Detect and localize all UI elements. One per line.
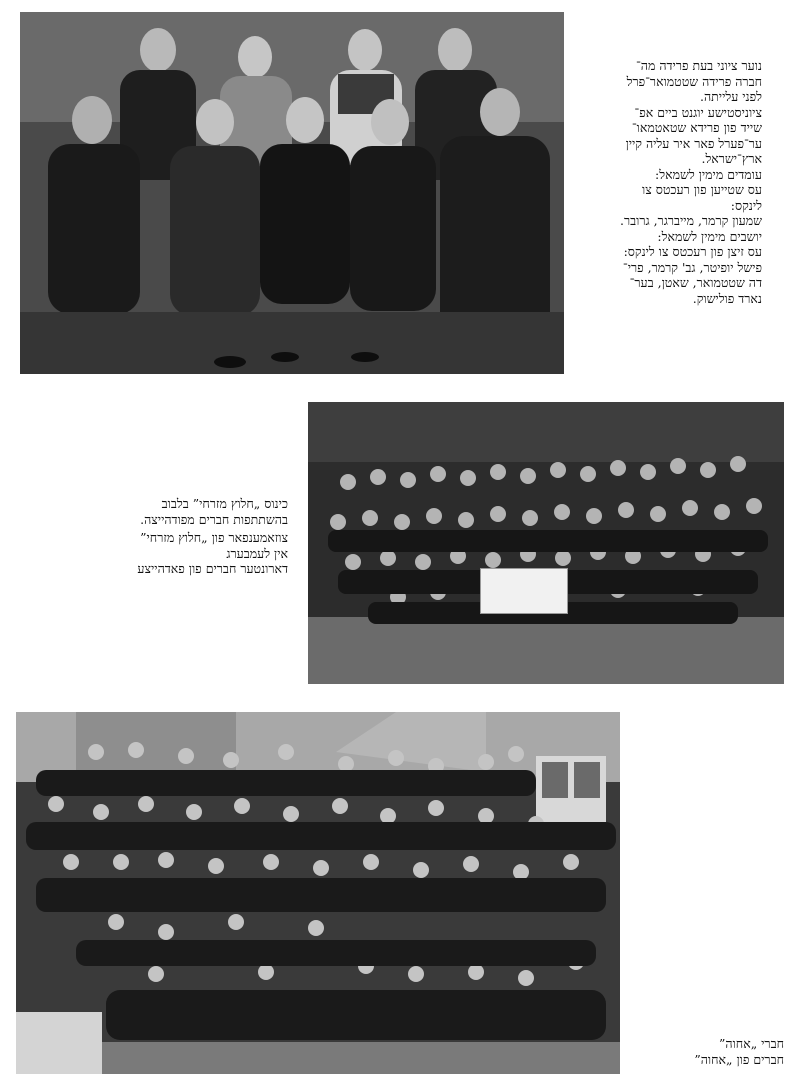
- caption-line: בהשתתפות חברים מפודהייצה.: [140, 511, 288, 527]
- caption-line: שמעון קרמר, מייברגר, גרובר.: [620, 213, 762, 228]
- caption-line: לינקס:: [730, 197, 762, 213]
- caption-line: צוזאמענפאר פון „חלוץ מזרחי”: [140, 530, 288, 545]
- caption-line: שייד פון פרידא שטאטמאו־: [631, 120, 762, 135]
- caption-line: עס זיצן פון רעכטס צו לינקס:: [623, 244, 762, 259]
- caption-line: ער־פערל פאר איר עליה קיין: [625, 135, 762, 151]
- caption-line: חברים פון „אחוה”: [694, 1051, 784, 1067]
- caption-line: דארונטער חברים פון פאדהייצע: [137, 561, 288, 576]
- caption-line: לפני עלייתה.: [700, 89, 762, 104]
- caption-line: דה שטטמואר, שאטן, בער־: [629, 275, 762, 290]
- photo-farewell-group-image: [20, 12, 564, 374]
- caption-line: נארד פולישוק.: [692, 290, 762, 306]
- caption-line: נוער ציוני בעת פרידה מה־: [635, 58, 762, 73]
- caption-line: ציוניסטישע יוגנט ביים אפ־: [634, 104, 762, 120]
- caption-line: עס שטייען פון רעכטס צו: [642, 182, 762, 197]
- caption-line: פישל יופיטר, גב' קרמר, פרי־: [622, 259, 762, 275]
- convention-banner-sign: [480, 568, 568, 614]
- caption-line: אין לעמבערג: [226, 545, 288, 561]
- caption-halutz-convention: [28, 496, 288, 577]
- photo-halutz-convention-image: [308, 402, 784, 684]
- caption-farewell-group: [562, 58, 762, 306]
- photo-ahva-members-image: [16, 712, 620, 1074]
- caption-line: עומדים מימין לשמאל:: [655, 166, 762, 182]
- caption-ahva-members: [644, 1036, 784, 1067]
- caption-line: חברה פרידה שטטמואר־פרל: [626, 73, 762, 89]
- photo-ahva-members: [16, 712, 620, 1074]
- caption-line: חברי „אחוה”: [719, 1036, 784, 1051]
- caption-line: ארץ־ישראל.: [701, 151, 762, 166]
- photo-halutz-convention: [308, 402, 784, 684]
- photo-farewell-group: [20, 12, 564, 374]
- caption-line: כינוס „חלוץ מזרחי” בלבוב: [161, 496, 288, 511]
- caption-line: יושבים מימין לשמאל:: [657, 228, 762, 244]
